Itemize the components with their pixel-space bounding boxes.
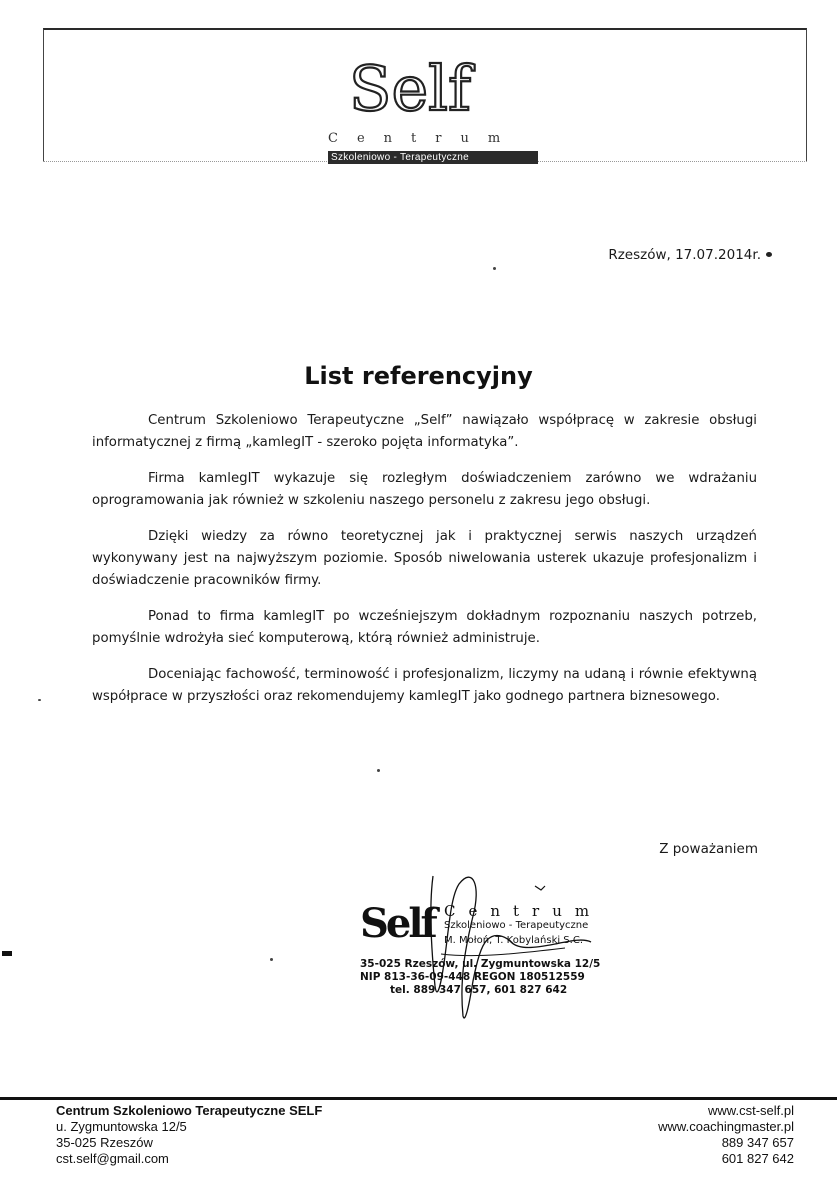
stamp-line: Szkoleniowo - Terapeutyczne (444, 920, 589, 931)
scan-speck (270, 958, 273, 961)
footer-address (56, 1103, 322, 1167)
document-title: List referencyjny (304, 362, 533, 390)
paragraph: Ponad to firma kamlegIT po wcześniejszym dokładnym rozpoznaniu naszych potrzeb, pomyślnie wdrożyła sieć komputerową, którą również administruje. (92, 609, 757, 646)
ink-dot (766, 252, 772, 257)
paragraph: Dzięki wiedzy za równo teoretycznej jak i praktycznej serwis naszych urządzeń wykonywany jest na najwyższym poziomie. Sposób niwelowania usterek ukazuje profesjonalizm i doświadczenie pracowników firmy. (92, 529, 757, 588)
footer-email: cst.self@gmail.com (56, 1151, 169, 1166)
footer-street: u. Zygmuntowska 12/5 (56, 1119, 187, 1134)
letter-body (92, 410, 757, 722)
stamp-line: tel. 889 347 657, 601 827 642 (390, 984, 568, 996)
handwritten-signature (415, 866, 595, 1026)
scan-speck (493, 267, 496, 270)
stamp-line: M. Mołoń, T. Kobylański S.C. (444, 935, 583, 946)
scan-speck (38, 699, 41, 701)
footer-divider (0, 1097, 837, 1100)
stamp-line: 35-025 Rzeszów, ul. Zygmuntowska 12/5 (360, 958, 601, 970)
letter-date: Rzeszów, 17.07.2014r. (608, 247, 761, 263)
stamp-centrum: Centrum (444, 902, 603, 920)
paragraph: Centrum Szkoleniowo Terapeutyczne „Self” nawiązało współpracę w zakresie obsługi informatycznej z firmą „kamlegIT - szeroko pojęta informatyka”. (92, 413, 757, 450)
paragraph: Firma kamlegIT wykazuje się rozległym doświadczeniem zarówno we wdrażaniu oprogramowania jak również w szkoleniu naszego personelu z zakresu jego obsługi. (92, 471, 757, 508)
letterhead-subtitle: Szkoleniowo - Terapeutyczne (328, 151, 538, 164)
scan-speck (377, 769, 380, 772)
paragraph: Doceniając fachowość, terminowość i profesjonalizm, liczymy na udaną i równie efektywną współprace w przyszłości oraz rekomendujemy kamlegIT jako godnego partnera biznesowego. (92, 667, 757, 704)
footer-phone: 601 827 642 (721, 1151, 794, 1166)
scan-edge-mark (2, 951, 12, 956)
footer-contact (658, 1103, 794, 1167)
footer-company: Centrum Szkoleniowo Terapeutyczne SELF (56, 1103, 323, 1118)
footer-city: 35-025 Rzeszów (56, 1135, 153, 1150)
footer-phone: 889 347 657 (721, 1135, 794, 1150)
closing-salutation: Z poważaniem (659, 841, 758, 857)
self-logo (345, 44, 495, 122)
stamp-line: NIP 813-36-09-448 REGON 180512559 (360, 971, 585, 983)
footer-website: www.coachingmaster.pl (658, 1119, 794, 1134)
footer-website: www.cst-self.pl (708, 1103, 794, 1118)
letterhead-centrum: Centrum (328, 131, 520, 146)
stamp-logo: Self (360, 900, 435, 947)
logo-wordmark: Self (349, 52, 471, 122)
